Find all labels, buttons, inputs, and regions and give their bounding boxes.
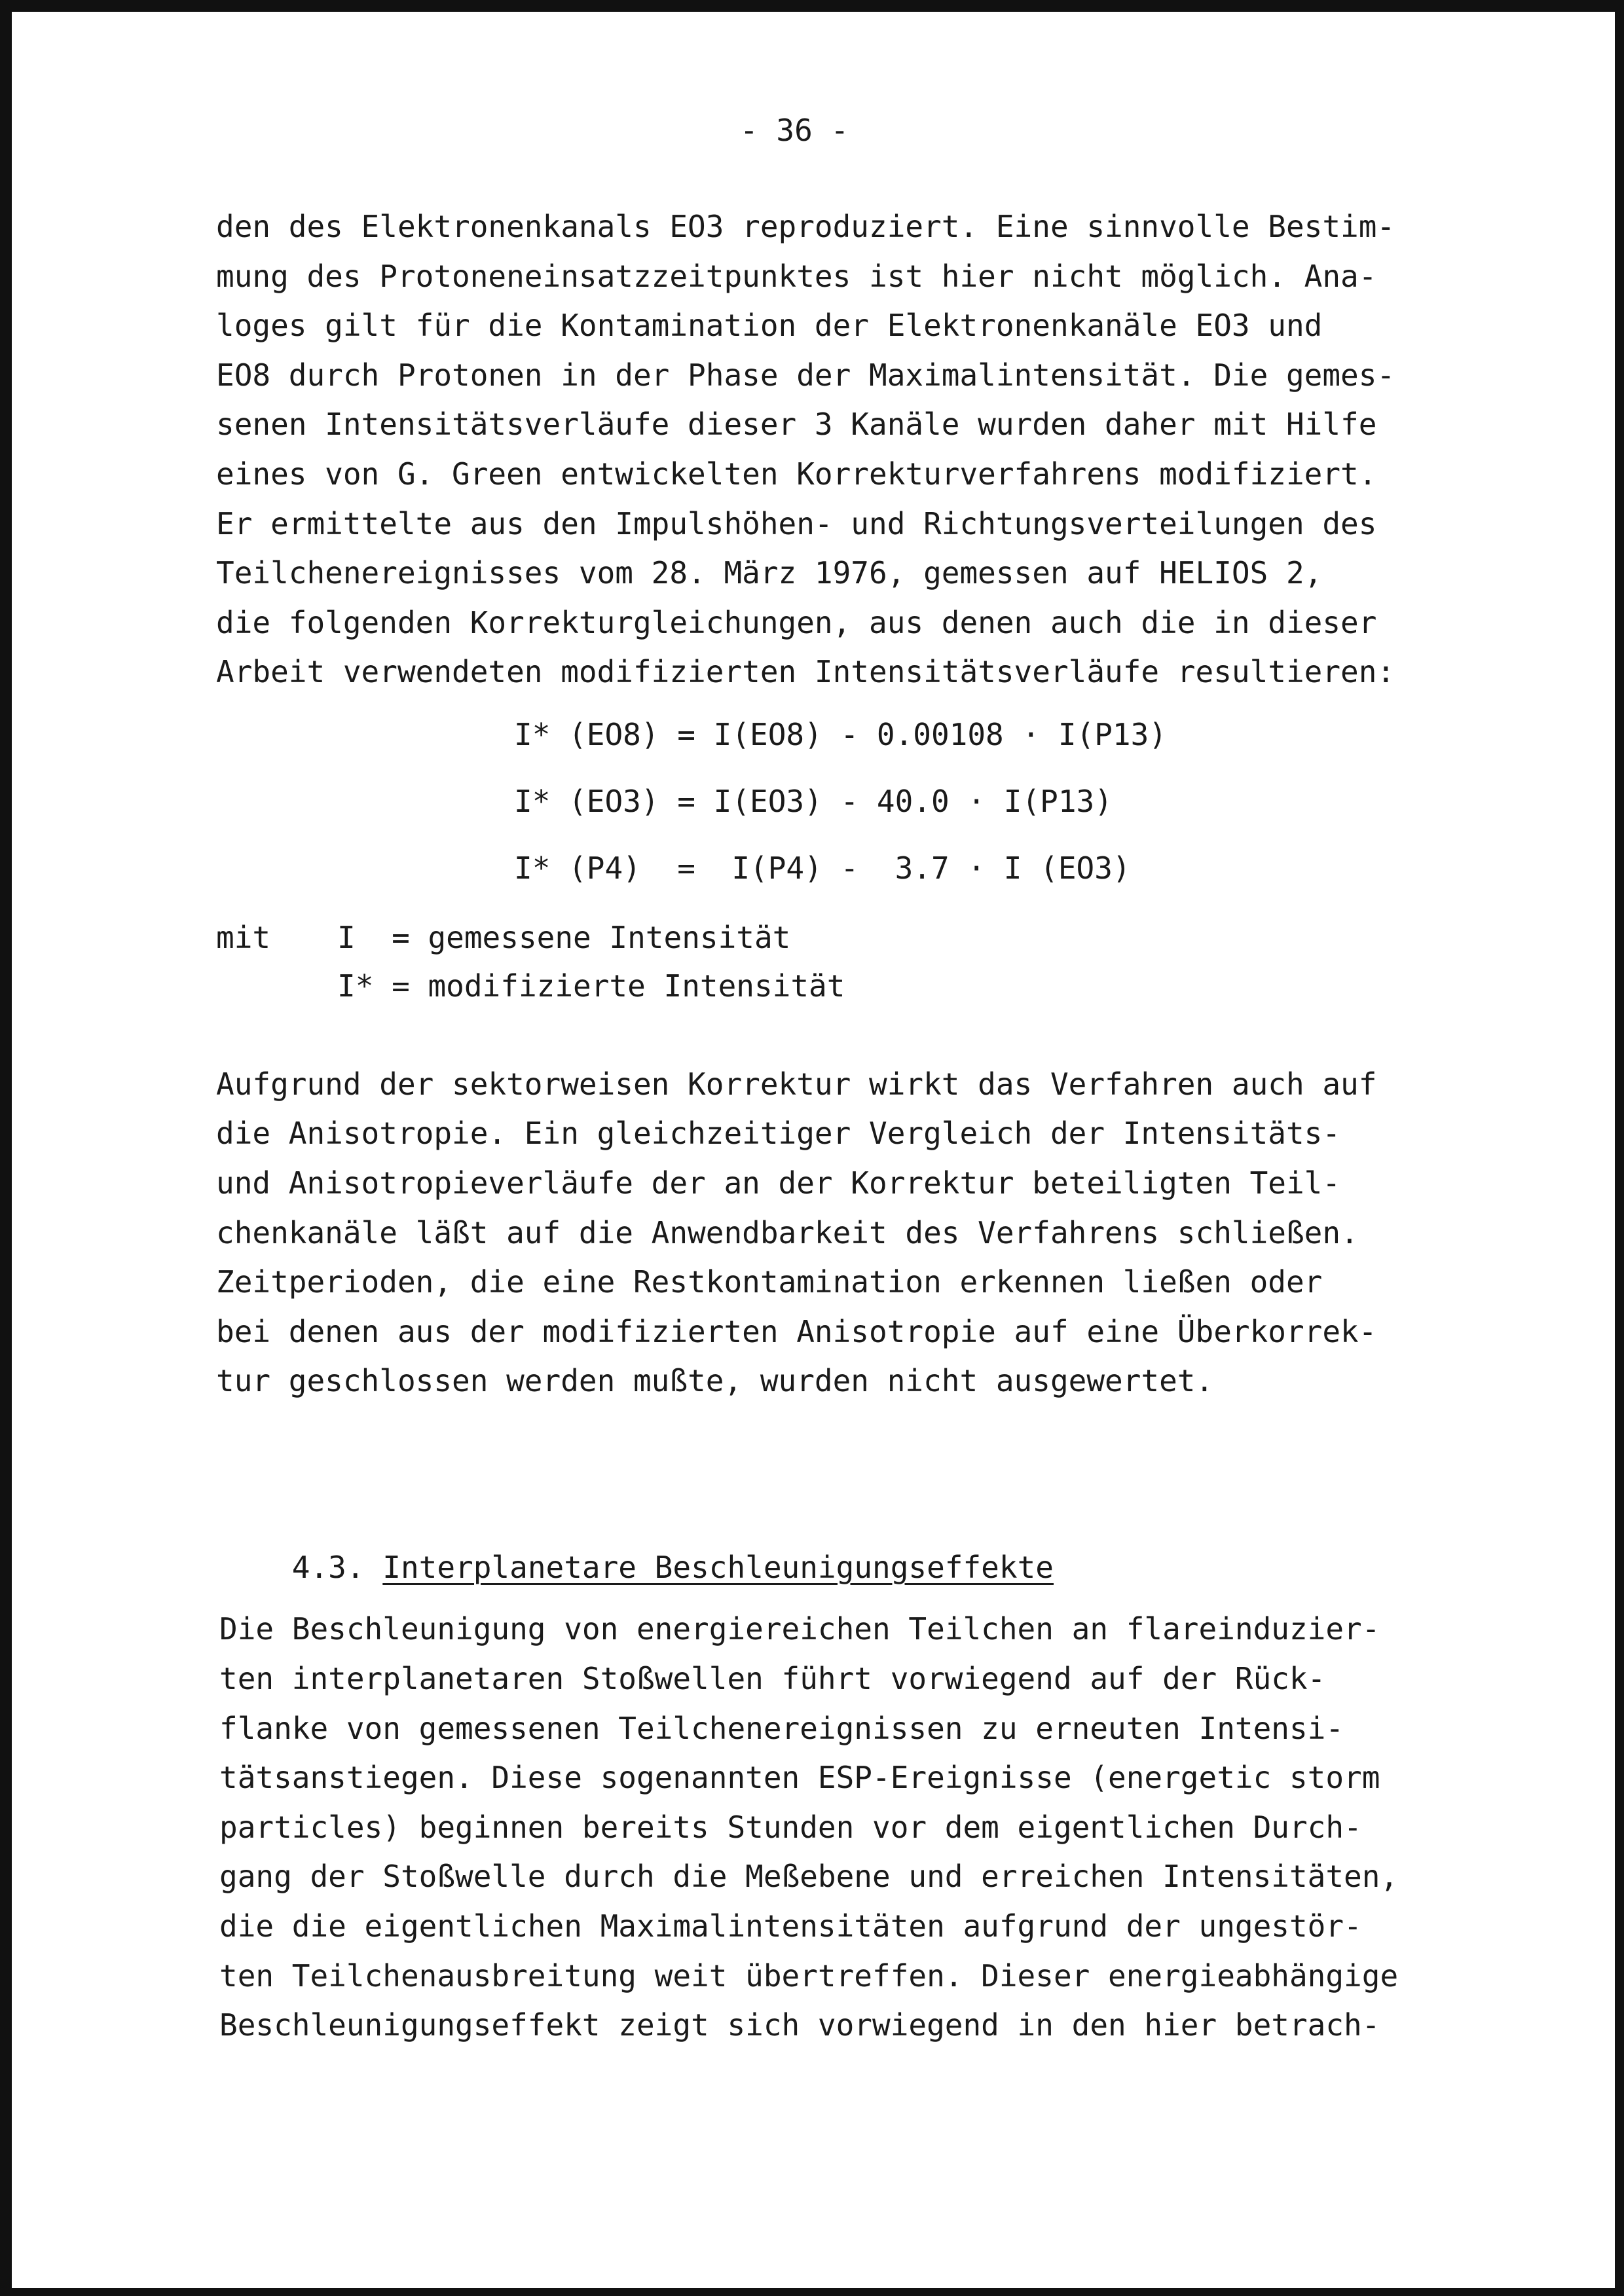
paragraph2-line: Aufgrund der sektorweisen Korrektur wirkt das Verfahren auch auf [216,1066,1377,1102]
paragraph3-line: ten Teilchenausbreitung weit übertreffen. Dieser energieabhängige [219,1958,1399,1994]
paragraph1-line: die folgenden Korrekturgleichungen, aus denen auch die in dieser [216,605,1377,640]
paragraph2-line: tur geschlossen werden mußte, wurden nicht ausgewertet. [216,1363,1214,1398]
section-heading [219,1512,1054,1622]
paragraph1-line: mung des Protoneneinsatzzeitpunktes ist hier nicht möglich. Ana- [216,259,1377,294]
paragraph2-line: bei denen aus der modifizierten Anisotropie auf eine Überkorrek- [216,1314,1377,1349]
equation-p4: I* (P4) = I(P4) - 3.7 · I (EO3) [514,850,1131,886]
paragraph3-line: particles) beginnen bereits Stunden vor dem eigentlichen Durch- [219,1810,1362,1845]
definitions-lead: mit [216,920,271,955]
equation-eo3: I* (EO3) = I(EO3) - 40.0 · I(P13) [514,784,1113,819]
paragraph3-line: gang der Stoßwelle durch die Meßebene und erreichen Intensitäten, [219,1859,1399,1894]
paragraph2-line: chenkanäle läßt auf die Anwendbarkeit des Verfahrens schließen. [216,1215,1359,1250]
paragraph1-line: Teilchenereignisses vom 28. März 1976, gemessen auf HELIOS 2, [216,555,1323,591]
paragraph1-line: loges gilt für die Kontamination der Elektronenkanäle EO3 und [216,308,1323,343]
paragraph3-line: Die Beschleunigung von energiereichen Teilchen an flareinduzier- [219,1611,1380,1647]
paragraph1-line: den des Elektronenkanals EO3 reproduziert. Eine sinnvolle Bestim- [216,209,1395,244]
section-title: Interplanetare Beschleunigungseffekte [382,1550,1054,1585]
paragraph1-line: Arbeit verwendeten modifizierten Intensitätsverläufe resultieren: [216,654,1395,689]
paragraph2-line: und Anisotropieverläufe der an der Korrektur beteiligten Teil- [216,1165,1341,1201]
definition-measured: I = gemessene Intensität [337,920,791,955]
paragraph3-line: die die eigentlichen Maximalintensitäten aufgrund der ungestör- [219,1908,1362,1944]
definition-modified: I* = modifizierte Intensität [337,968,845,1004]
paragraph3-line: flanke von gemessenen Teilchenereignissen zu erneuten Intensi- [219,1711,1344,1746]
section-number: 4.3. [291,1550,365,1585]
paragraph3-line: tätsanstiegen. Diese sogenannten ESP-Ereignisse (energetic storm [219,1760,1380,1795]
equation-eo8: I* (EO8) = I(EO8) - 0.00108 · I(P13) [514,717,1167,752]
paragraph1-line: EO8 durch Protonen in der Phase der Maximalintensität. Die gemes- [216,357,1395,393]
paragraph3-line: Beschleunigungseffekt zeigt sich vorwiegend in den hier betrach- [219,2007,1380,2043]
paragraph2-line: die Anisotropie. Ein gleichzeitiger Vergleich der Intensitäts- [216,1116,1341,1151]
paragraph2-line: Zeitperioden, die eine Restkontamination erkennen ließen oder [216,1264,1323,1300]
paragraph1-line: Er ermittelte aus den Impulshöhen- und Richtungsverteilungen des [216,506,1377,541]
page-number: - 36 - [740,113,849,148]
paragraph1-line: senen Intensitätsverläufe dieser 3 Kanäle wurden daher mit Hilfe [216,407,1377,442]
paragraph1-line: eines von G. Green entwickelten Korrekturverfahrens modifiziert. [216,456,1377,492]
paragraph3-line: ten interplanetaren Stoßwellen führt vorwiegend auf der Rück- [219,1661,1326,1696]
